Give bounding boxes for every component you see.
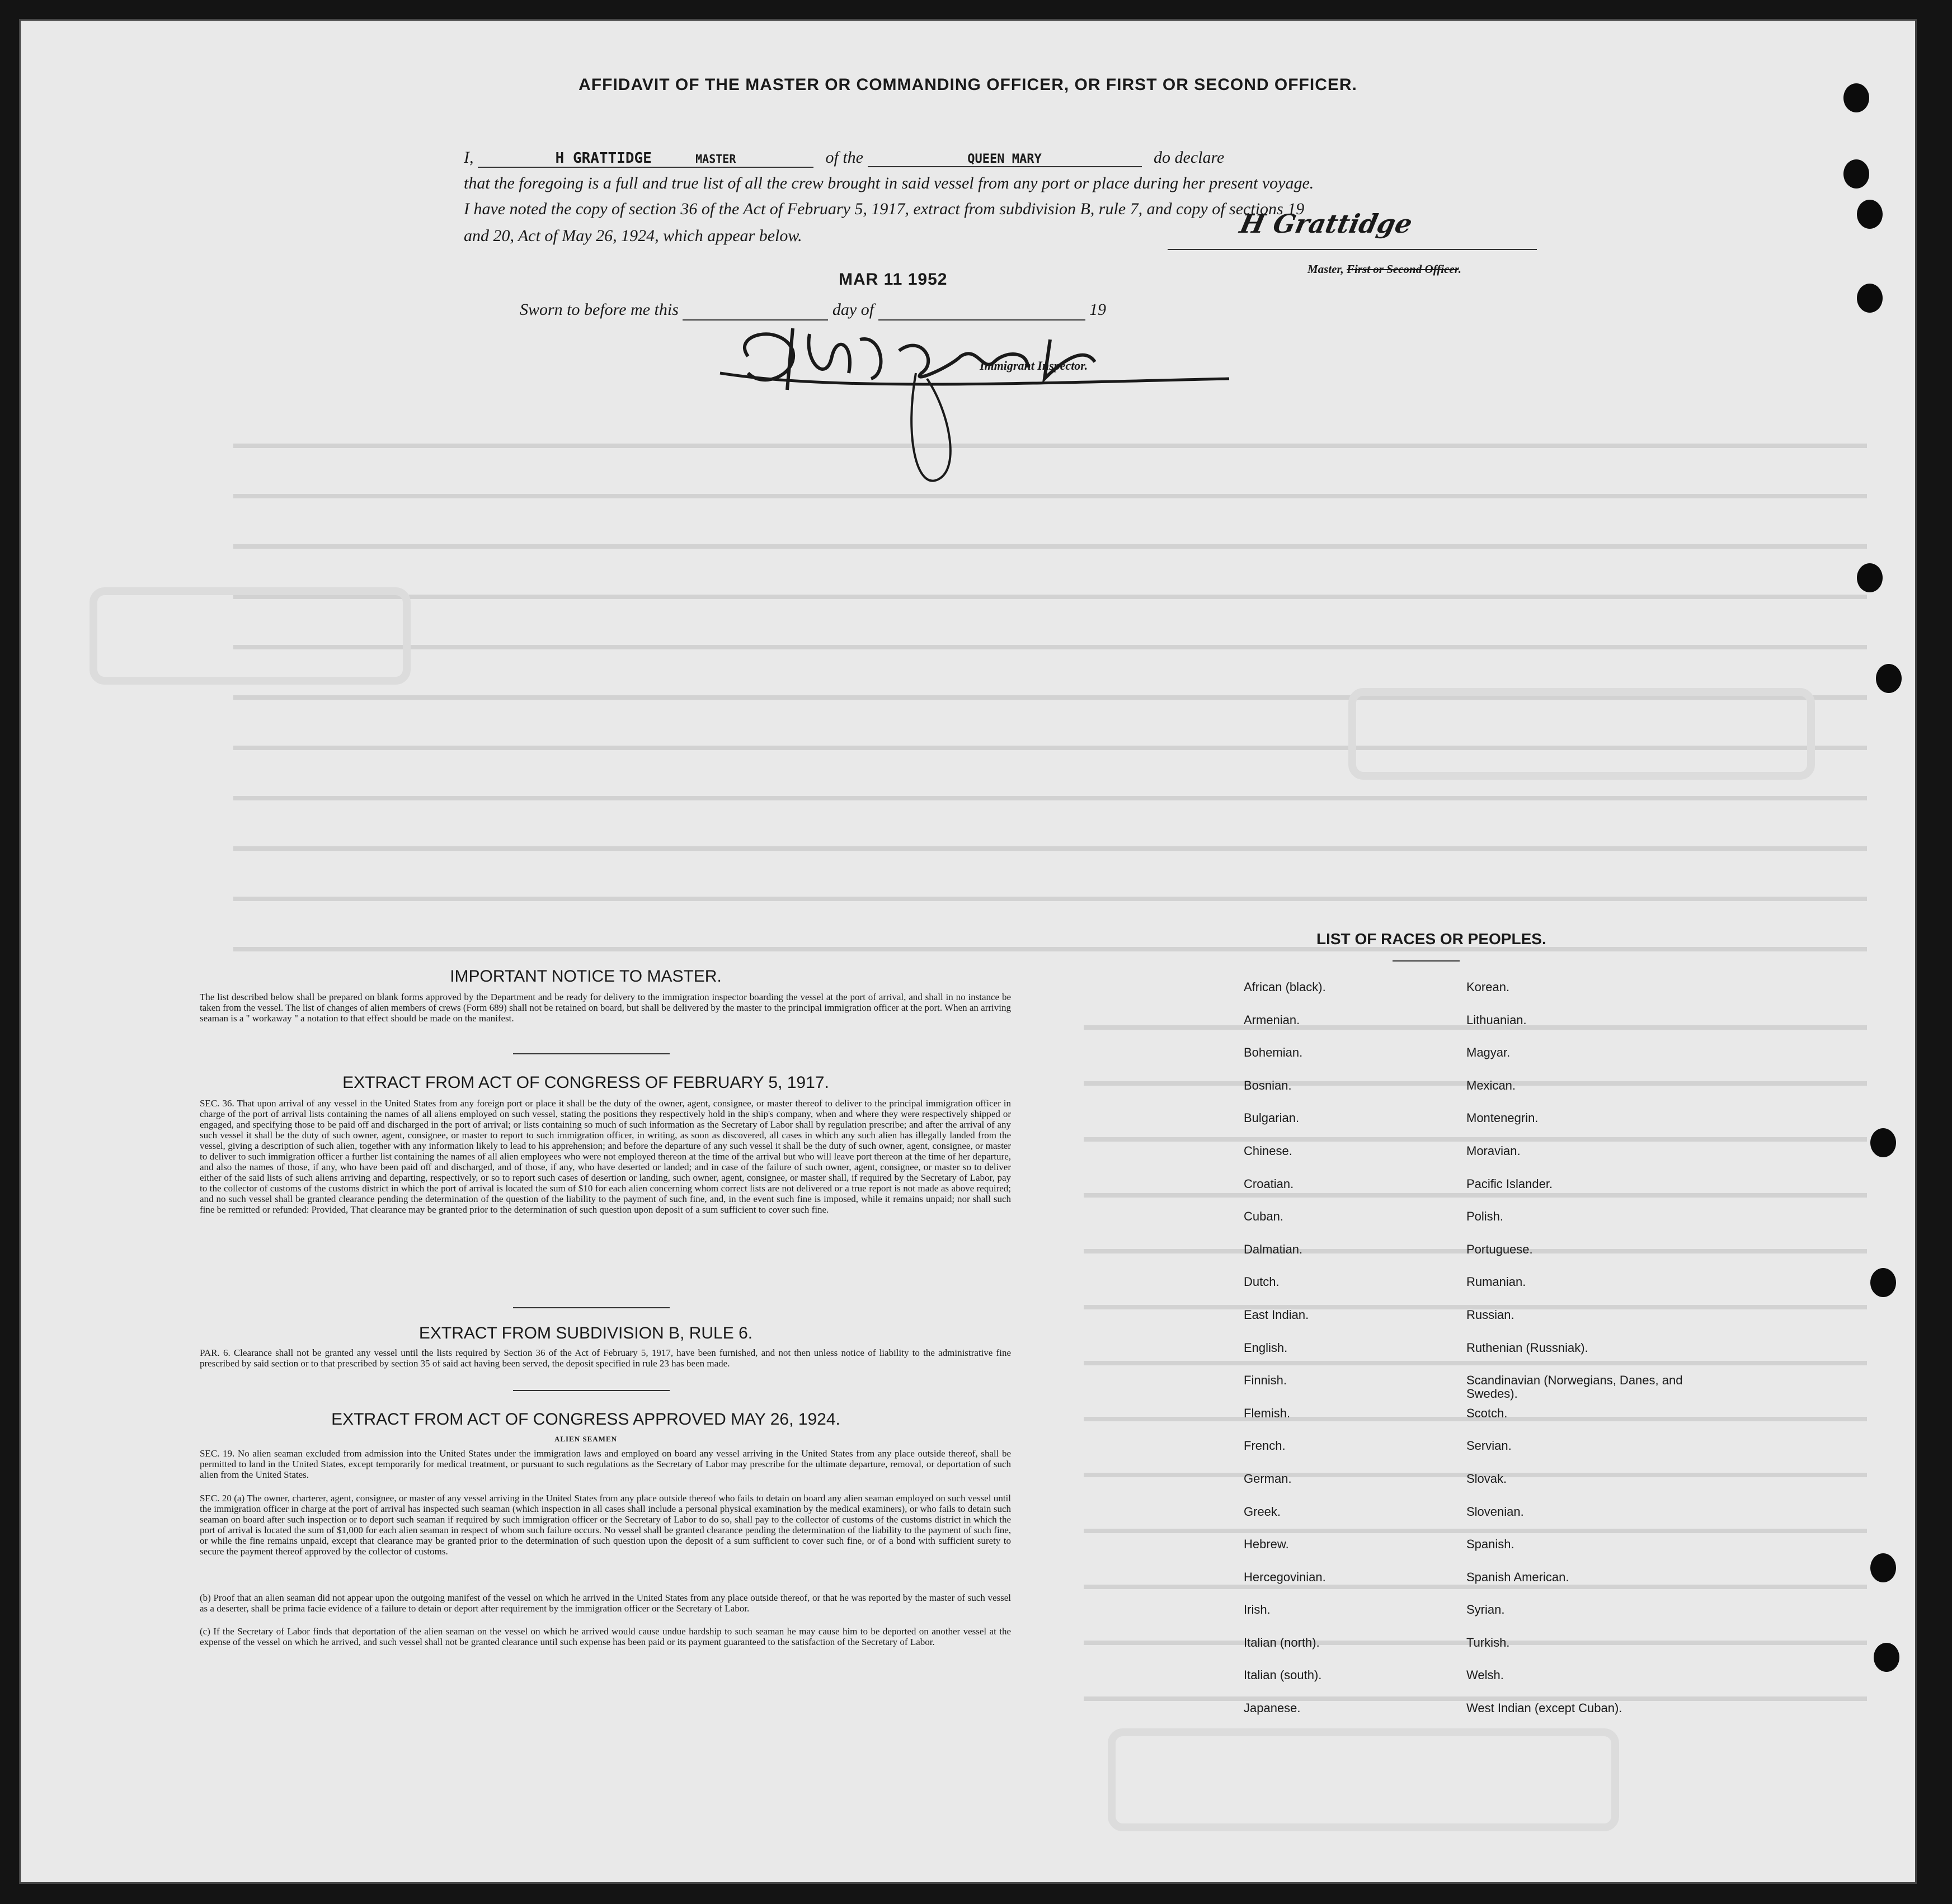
race-item: English. [1244, 1340, 1288, 1355]
race-item: West Indian (except Cuban). [1466, 1701, 1622, 1716]
affidavit-line-1 [464, 148, 1555, 168]
punch-hole [1843, 159, 1869, 188]
affidavit-do-declare: do declare [1154, 148, 1225, 167]
race-item: Magyar. [1466, 1045, 1511, 1060]
punch-hole [1870, 1268, 1896, 1297]
race-item: Irish. [1244, 1603, 1271, 1617]
extract-1924-sec20b: (b) Proof that an alien seaman did not appear upon the outgoing manifest of the vessel on which he arrived in the United States from any place outside thereof, or that he was reported by the master of such vessel as a deserter, shall be prima facie evidence of a failure to detain or deport after requirement by the immigration officer or the Secretary of Labor. [200, 1592, 1011, 1614]
subdivision-heading: EXTRACT FROM SUBDIVISION B, RULE 6. [418, 1324, 753, 1342]
affidavit-i: I, [464, 148, 474, 167]
master-label-end: . [1458, 262, 1461, 276]
master-name-field [478, 150, 813, 168]
affidavit-of-the: of the [825, 148, 863, 167]
race-item: Dutch. [1244, 1275, 1280, 1289]
race-item: Ruthenian (Russniak). [1466, 1340, 1588, 1355]
races-left-column [1244, 981, 1445, 1735]
affidavit-line-4: and 20, Act of May 26, 1924, which appear below. [464, 227, 802, 245]
extract-1917-divider [513, 1307, 670, 1308]
notice-body: The list described below shall be prepared on blank forms approved by the Department and be ready for delivery to the immigration inspector boarding the vessel at the port of arrival, and shall in no instance be taken from the vessel. The list of changes of alien members of crews (Form 689) shall not be retained on board, but shall be delivered by the master to the principal immigration officer at the port. When an arriving seaman is a " workaway " a notation to that effect should be made on the manifest. [200, 992, 1011, 1024]
race-item: Cuban. [1244, 1209, 1283, 1224]
master-title-label [1307, 262, 1461, 276]
race-item: Flemish. [1244, 1406, 1291, 1420]
races-underline [1393, 960, 1460, 962]
race-item: Bulgarian. [1244, 1111, 1300, 1125]
races-heading: LIST OF RACES OR PEOPLES. [1316, 930, 1546, 948]
race-item: Welsh. [1466, 1668, 1504, 1683]
race-item: Korean. [1466, 980, 1510, 994]
extract-1917-heading: EXTRACT FROM ACT OF CONGRESS OF FEBRUARY 5, 1917. [342, 1073, 829, 1092]
punch-hole [1857, 284, 1883, 313]
race-item: Rumanian. [1466, 1275, 1526, 1289]
race-item: Polish. [1466, 1209, 1504, 1224]
race-item: Italian (south). [1244, 1668, 1322, 1683]
punch-hole [1876, 664, 1902, 693]
race-item: Spanish. [1466, 1537, 1514, 1552]
extract-1924-sec20a: SEC. 20 (a) The owner, charterer, agent, consignee, or master of any vessel arriving in the United States from any place outside thereof who fails to detain on board any alien seaman employed on such vessel until the immigration officer in charge at the port of arrival has inspected such seaman (which inspection in all cases shall include a personal physical examination by the medical examiners), or who fails to detain such seaman on board after such inspection or to deport such seaman if required by such immigration officer or the Secretary of Labor to do so, shall pay to the collector of customs of the customs district in which the port of arrival is located the sum of $1,000 for each alien seaman in respect of whom such failure occurs. No vessel shall be granted clearance pending the determination of the liability to the payment of such fine, or while the fine remains unpaid, except that clearance may be granted prior to the determination of such question upon the deposit of a sum sufficient to cover such fine, or of a bond with sufficient surety to secure the payment thereof approved by the collector of customs. [200, 1493, 1011, 1557]
race-item: Spanish American. [1466, 1570, 1569, 1584]
race-item: Japanese. [1244, 1701, 1301, 1716]
race-item: Scotch. [1466, 1406, 1508, 1420]
master-rank: MASTER [695, 152, 736, 166]
extract-1924-subheading: ALIEN SEAMEN [554, 1435, 618, 1443]
race-item: Italian (north). [1244, 1635, 1320, 1649]
extract-1924-sec19: SEC. 19. No alien seaman excluded from admission into the United States under the immigration laws and employed on board any vessel arriving in the United States from any place outside thereof, shall be permitted to land in the United States, except temporarily for medical treatment, or pursuant to such regulations as the Secretary of Labor may prescribe for the ultimate departure, removal, or deportation of such alien from the United States. [200, 1448, 1011, 1480]
race-item: Hercegovinian. [1244, 1570, 1326, 1584]
subdivision-divider [513, 1390, 670, 1391]
extract-1924-heading: EXTRACT FROM ACT OF CONGRESS APPROVED MAY 26, 1924. [331, 1410, 840, 1429]
day-of-label: day of [832, 300, 874, 319]
race-item: German. [1244, 1471, 1292, 1486]
punch-hole [1857, 200, 1883, 229]
race-item: Turkish. [1466, 1635, 1510, 1649]
extract-1924-sec20c: (c) If the Secretary of Labor finds that deportation of the alien seaman on the vessel on which he arrived would cause undue hardship to such seaman he may cause him to be deported on another vessel at the expense of the vessel on which he arrived, and such vessel shall not be granted clearance until such expense has been paid or its payment guaranteed to the satisfaction of the Secretary of Labor. [200, 1626, 1011, 1647]
notice-divider [513, 1053, 670, 1054]
punch-hole [1857, 563, 1883, 592]
affidavit-line-3: I have noted the copy of section 36 of the Act of February 5, 1917, extract from subdivision B, rule 7, and copy of sections 19 [464, 200, 1305, 218]
race-item: Hebrew. [1244, 1537, 1289, 1552]
extract-1917-body: SEC. 36. That upon arrival of any vessel in the United States from any foreign port or place it shall be the duty of the owner, agent, consignee, or master thereof to deliver to the principal immigration officer in charge of the port of arrival lists containing the names of all aliens employed on such vessel, stating the positions they respectively hold in the ship's company, when and where they were respectively shipped or engaged, and specifying those to be paid off and discharged in the port of arrival; or lists containing so much of such information as the Secretary of Labor shall by regulation prescribe; and after the arrival of any such vessel it shall be the duty of such owner, agent, consignee, or master to report to such immigration officer, in writing, as soon as discovered, all cases in which any such alien has illegally landed from the vessel, giving a description of such alien, together with any information likely to lead to his apprehension; and before the departure of any such vessel it shall be the duty of such owner, agent, consignee, or master to deliver to such immigration officer a further list containing the names of all alien employees who were not employed thereon at the time of the arrival but who will leave port thereon at the time of her departure, and also the names of those, if any, who have been paid off and discharged, and of those, if any, who have deserted or landed; and in case of the failure of such owner, agent, consignee, or master so to deliver either of the said lists of such aliens arriving and departing, respectively, or so to report such cases of desertion or landing, such owner, agent, consignee, or master shall, if required by the Secretary of Labor, pay to the collector of customs of the customs district in which the port of arrival is located the sum of $10 for each alien concerning whom correct lists are not delivered or a true report is not made as above required; and no such vessel shall be granted clearance pending the determination of the question of the liability to the payment of such fine, and, in the event such fine is imposed, while it remains unpaid; nor shall such fine be remitted or refunded: Provided, That clearance may be granted prior to the determination of such question upon deposit of a sum sufficient to cover such fine. [200, 1098, 1011, 1215]
punch-hole [1870, 1128, 1896, 1157]
race-item: East Indian. [1244, 1307, 1309, 1322]
subdivision-body: PAR. 6. Clearance shall not be granted any vessel until the lists required by Section 36 of the Act of February 5, 1917, have been furnished, and not then unless notice of liability to the administrative fine prescribed by said section or to that prescribed by section 35 of said act having been served, the deposit specified in rule 23 has been made. [200, 1347, 1011, 1369]
race-item: Slovak. [1466, 1471, 1507, 1486]
race-item: Armenian. [1244, 1012, 1300, 1027]
race-item: Syrian. [1466, 1603, 1505, 1617]
race-item: Pacific Islander. [1466, 1176, 1553, 1191]
race-item: Greek. [1244, 1504, 1281, 1519]
affidavit-title: AFFIDAVIT OF THE MASTER OR COMMANDING OFFICER, OR FIRST OR SECOND OFFICER. [578, 76, 1357, 94]
punch-hole [1874, 1643, 1899, 1672]
race-item: Scandinavian (Norwegians, Danes, and Swedes). [1466, 1373, 1683, 1401]
punch-hole [1870, 1553, 1896, 1582]
race-item: French. [1244, 1439, 1286, 1453]
inspector-label: Immigrant Inspector. [980, 359, 1088, 373]
race-item: Moravian. [1466, 1143, 1521, 1158]
race-item: Dalmatian. [1244, 1242, 1303, 1256]
year-prefix: 19 [1089, 300, 1107, 319]
race-item: Mexican. [1466, 1078, 1516, 1092]
race-item: Lithuanian. [1466, 1012, 1527, 1027]
master-label-master: Master, [1307, 262, 1347, 276]
affidavit-line-2: that the foregoing is a full and true list of all the crew brought in said vessel from any port or place during her present voyage. [464, 174, 1314, 192]
race-item: Bohemian. [1244, 1045, 1303, 1060]
race-item: Croatian. [1244, 1176, 1294, 1191]
race-item: Servian. [1466, 1439, 1512, 1453]
races-right-column [1466, 981, 1724, 1735]
race-item: Bosnian. [1244, 1078, 1292, 1092]
race-item: Chinese. [1244, 1143, 1292, 1158]
document-sheet [19, 19, 1917, 1884]
race-item: African (black). [1244, 980, 1326, 994]
race-item: Russian. [1466, 1307, 1514, 1322]
sworn-label: Sworn to before me this [520, 300, 679, 319]
race-item: Portuguese. [1466, 1242, 1533, 1256]
race-item: Slovenian. [1466, 1504, 1524, 1519]
master-name: H GRATTIDGE [555, 150, 652, 167]
date-stamp: MAR 11 1952 [839, 270, 948, 289]
vessel-name: QUEEN MARY [868, 152, 1142, 167]
inspector-signature [714, 312, 1252, 496]
master-label-struck: First or Second Officer [1347, 262, 1459, 276]
race-item: Finnish. [1244, 1373, 1287, 1388]
notice-heading: IMPORTANT NOTICE TO MASTER. [450, 967, 722, 986]
master-signature: H Grattidge [1237, 209, 1415, 239]
race-item: Montenegrin. [1466, 1111, 1539, 1125]
signature-line [1168, 249, 1537, 250]
